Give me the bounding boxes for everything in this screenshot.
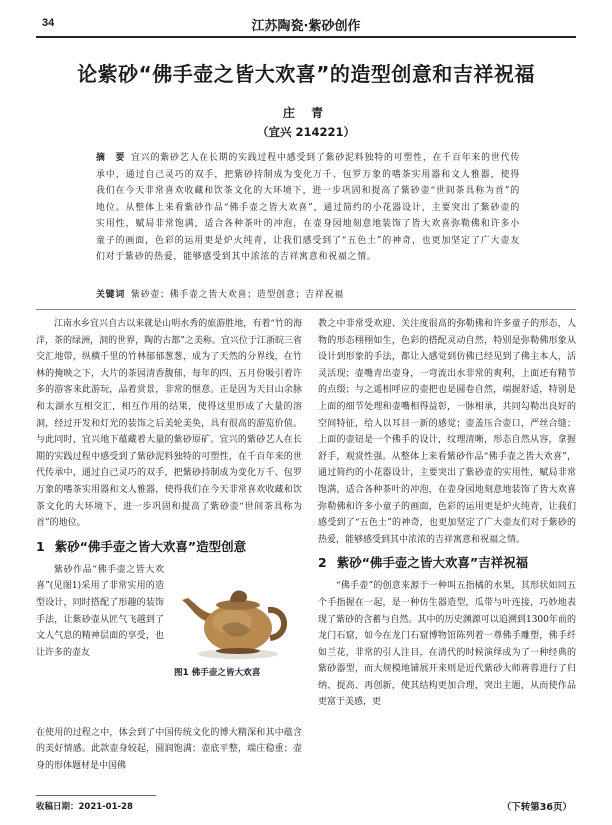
- footnote-divider: [36, 795, 156, 796]
- article-title: 论紫砂“佛手壶之皆大欢喜”的造型创意和吉祥祝福: [77, 62, 535, 86]
- section-2-heading: [318, 554, 576, 572]
- figure-caption: 图1 佛手壶之皆大欢喜: [174, 667, 261, 678]
- keywords: [96, 287, 520, 303]
- author-affiliation: （宜兴 214221）: [256, 125, 355, 139]
- teapot-foot: [216, 648, 260, 654]
- keywords-text: 紫砂壶；佛手壶之皆大欢喜；造型创意；吉祥祝福: [131, 290, 344, 300]
- received-date: 收稿日期：2021-01-28: [36, 802, 133, 812]
- abstract-label: 摘 要: [96, 153, 126, 163]
- author-name: 庄 青: [282, 106, 330, 120]
- page-number: 34: [42, 17, 55, 29]
- section-2-paragraph: “佛手壶”的创意来源于一种叫五指橘的水果，其形状如同五个手指握在一起，是一种仿生器造型，瓜带与叶连接，巧妙地表现了紫砂的含蓄与自然。其中的历史渊源可以追溯到1300年前的龙门石窟，如今在龙门石窟博物馆陈列着一尊佛手雕塑，佛手纤如兰花，非常的引人注目，在清代的时候演绎成为了一种经典的紫砂器型，而大规模地铺展开来则是近代紫砂大师蒋蓉进行了归纳、提高、再创新，使其结构更加合理，突出主题，从而使作品更富于美感，更: [318, 581, 576, 708]
- figure-block: [36, 562, 302, 725]
- abstract-divider: [36, 309, 576, 310]
- keywords-label: 关键词: [96, 290, 126, 300]
- journal-name: 江苏陶瓷·紫砂创作: [251, 19, 361, 34]
- page-header: [36, 14, 576, 38]
- teapot-photo: [174, 572, 302, 662]
- abstract-text: 宜兴的紫砂艺人在长期的实践过程中感受到了紫砂泥料独特的可塑性，在千百年来的世代传承中，通过自己灵巧的双手，把紫砂持制成为变化万千、包罗万象的嗜茶实用器和文人雅器，使得我们在今天非常喜欢收藏和饮茶文化的大环境下，进一步巩固和提高了紫砂壶“世间茶具称为首”的地位。从整体上来看紫砂作品“佛手壶之皆大欢喜”，通过简约的小花器设计，主要突出了紫砂壶的实用性，赋局非常饱满，适合各种茶叶的冲泡，在壶身园地刻意地装饰了皆大欢喜弥勒佛和许多小童子的画面，色彩的运用更是炉火纯青，让我们感受到了“五色土”的神奇，也更加坚定了广大壶友们对于紫砂的热爱，能够感受到其中浓浓的吉祥寓意和祝福之情。: [96, 153, 520, 262]
- section-1-paragraph: 紫砂作品“佛手壶之皆大欢喜”(见图1)采用了非常实用的造型设计，同时搭配了形趣的装饰手法，让紫砂壶从匠气飞越到了文人气息的精神层面的享受，也让许多的壶友: [36, 564, 164, 658]
- section-1-continued: 在使用的过程之中，体会到了中国传统文化的博大精深和其中蕴含的美好情感。此款壶身较起，圆润饱满；壶底平整，端庄稳重；壶身的形体题材是中国佛: [36, 727, 302, 771]
- section-1-title: 紫砂“佛手壶之皆大欢喜”造型创意: [54, 538, 247, 554]
- section-2-number: 2: [318, 555, 327, 571]
- abstract: [96, 150, 520, 266]
- section-2-title: 紫砂“佛手壶之皆大欢喜”吉祥祝福: [336, 555, 529, 571]
- intro-paragraph: 江南水乡宜兴自古以来就是山明水秀的旅游胜地，有着“竹的海洋，茶的绿洲，洞的世界，陶的古都”之美称。宜兴位于江浙皖三省交汇地带，纵横千里的竹林郁郁葱葱，成为了天然的分界线，在竹林的掩映之下，大片的茶园清香馥郁，每年的四、五月份吸引着许多的游客来此游玩，品着赏景，非常的惬意。正是因为天目山余脉和太湖水互相交汇，相互作用的结果，使得这里形成了大量的溶洞，经过开发和灯光的装饰之后美轮美奂，具有很高的游览价值。与此同时，宜兴地下蕴藏着大量的紫砂原矿。宜兴的紫砂艺人在长期的实践过程中感受到了紫砂泥料独特的可塑性，在千百年来的世代传承中，通过自己灵巧的双手，把紫砂持制成为变化万千、包罗万象的嗜茶实用器和文人雅器，使得我们在今天非常喜欢收藏和饮茶文化的大环境下，进一步巩固和提高了紫砂壶“世间茶具称为首”的地位。: [36, 319, 302, 529]
- section-1-number: 1: [36, 538, 45, 554]
- continued-note: （下转第36页）: [501, 802, 572, 813]
- section-1-side-text: [36, 562, 164, 662]
- section-1-heading: [36, 538, 302, 556]
- right-column: [318, 316, 576, 711]
- left-column: [36, 316, 302, 775]
- right-column-paragraph: 教之中非常受欢迎、关注度很高的弥勒佛和许多童子的形态，人物的形态栩栩如生，色彩的搭配灵动自然，特别是弥勒佛形象从设计到形象的手法，都让人感觉到仿佛已经见到了佛主本人，活灵活现；壶嘴青出壶身，一弯流出水非常的爽利，上面还有精节的点缀；与之遥相呼应的壶把也是圆卷自然，端握舒适，特别是上面的细节处理和壶嘴相得益彰，一脉相承，共同勾勒出良好的空间特征，给人以耳目一新的感觉；壶盖压合壶口，严丝合缝；上面的壶钮是一个佛手的设计，纹理清晰，形态自然从容，拿握舒手，观赏性强。从整体上来看紫砂作品“佛手壶之皆大欢喜”，通过简约的小花器设计，主要突出了紫砂壶的实用性，赋局非常饱满，适合各种茶叶的冲泡，在壶身园地刻意地装饰了皆大欢喜弥勒佛和许多小童子的画面，色彩的运用更是炉火纯青，让我们感受到了“五色土”的神奇，也更加坚定了广大壶友们对于紫砂的热爱，能够感受到其中浓浓的吉祥寓意和祝福之情。: [318, 319, 576, 545]
